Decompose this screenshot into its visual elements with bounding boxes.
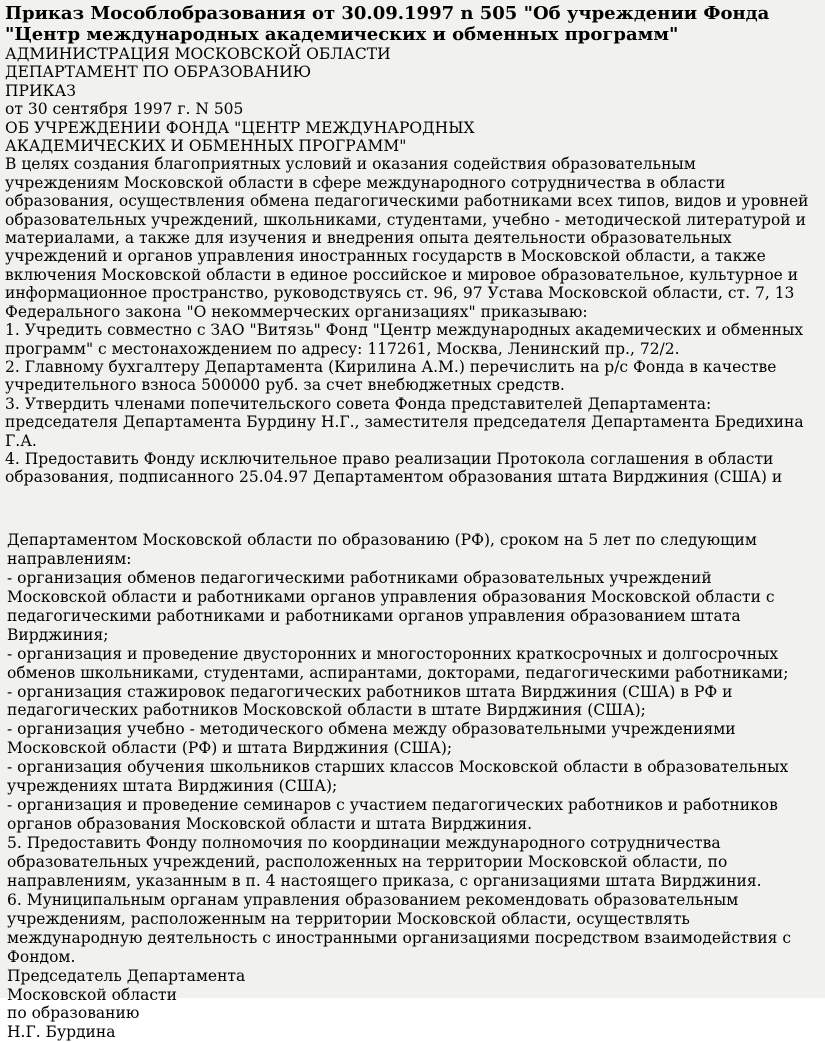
body-top-line: АДМИНИСТРАЦИЯ МОСКОВСКОЙ ОБЛАСТИ	[5, 45, 391, 63]
body-bottom-line: педагогических работников Московской области в штате Вирджиния (США);	[7, 701, 646, 720]
body-bottom-line: обменов школьниками, студентами, аспирантами, докторами, педагогическими работниками;	[7, 663, 789, 682]
body-bottom-line: международную деятельность с иностранными организациями посредством взаимодействия с	[7, 928, 792, 947]
body-bottom-line: направлениям, указанным в п. 4 настоящего приказа, с организациями штата Вирджиния.	[7, 871, 762, 890]
document-body-bottom	[7, 531, 825, 1042]
body-bottom-line: - организация и проведение семинаров с участием педагогических работников и работников	[7, 796, 778, 815]
body-bottom-line: Вирджиния;	[7, 625, 109, 644]
body-top-line: ДЕПАРТАМЕНТ ПО ОБРАЗОВАНИЮ	[5, 63, 312, 82]
title-line: "Центр международных академических и обменных программ"	[5, 24, 679, 45]
body-bottom-line: - организация стажировок педагогических работников штата Вирджиния (США) в РФ и	[7, 682, 733, 701]
body-top-line: от 30 сентября 1997 г. N 505	[5, 100, 244, 119]
body-bottom-line: Н.Г. Бурдина	[7, 1023, 116, 1042]
body-bottom-line: образовательных учреждений, расположенных на территории Московской области, по	[7, 852, 728, 871]
body-top-line: программ" с местонахождением по адресу: 117261, Москва, Ленинский пр., 72/2.	[5, 339, 680, 358]
body-bottom-line: учреждениях штата Вирджиния (США);	[7, 777, 338, 796]
body-top-line: 1. Учредить совместно с ЗАО "Витязь" Фонд "Центр международных академических и обменных	[5, 321, 804, 340]
body-top-line: Г.А.	[5, 431, 37, 450]
body-top-line: образования, осуществления обмена педагогическими работниками всех типов, видов и уровней	[5, 192, 809, 211]
body-bottom-line: - организация обучения школьников старших классов Московской области в образовательных	[7, 758, 789, 777]
body-top-line: ПРИКАЗ	[5, 81, 76, 100]
body-bottom-line: органов образования Московской области и штата Вирджиния.	[7, 815, 533, 834]
body-top-line: информационное пространство, руководствуясь ст. 96, 97 Устава Московской области, ст. 7, 13	[5, 284, 795, 303]
body-bottom-line: направлениям:	[7, 549, 132, 568]
body-bottom-line: педагогическими работниками и работниками органов управления образованием штата	[7, 606, 741, 625]
body-bottom-line: 5. Предоставить Фонду полномочия по координации международного сотрудничества	[7, 834, 721, 852]
body-top-line: образования, подписанного 25.04.97 Департаментом образования штата Вирджиния (США) и	[5, 468, 783, 487]
body-top-line: учреждений и органов управления иностранных государств в Московской области, а также	[5, 247, 766, 266]
body-top-line: 4. Предоставить Фонду исключительное право реализации Протокола соглашения в области	[5, 449, 774, 468]
body-bottom-line: учреждениям, расположенным на территории Московской области, осуществлять	[7, 909, 690, 928]
body-top-line: ОБ УЧРЕЖДЕНИИ ФОНДА "ЦЕНТР МЕЖДУНАРОДНЫХ	[5, 118, 475, 137]
body-bottom-line: Фондом.	[7, 947, 76, 966]
body-bottom-line: - организация обменов педагогическими работниками образовательных учреждений	[7, 568, 712, 587]
body-top-line: включения Московской области в единое российское и мировое образовательное, культурное и	[5, 265, 799, 284]
body-bottom-line: Департаментом Московской области по образованию (РФ), сроком на 5 лет по следующим	[7, 531, 757, 549]
body-bottom-line: - организация учебно - методического обмена между образовательными учреждениями	[7, 720, 736, 739]
body-top-line: председателя Департамента Бурдину Н.Г., заместителя председателя Департамента Бредихина	[5, 413, 804, 432]
body-bottom-line: 6. Муниципальным органам управления образованием рекомендовать образовательным	[7, 890, 739, 909]
body-bottom-line: Московской области и работниками органов управления образования Московской области с	[7, 587, 775, 606]
body-top-line: АКАДЕМИЧЕСКИХ И ОБМЕННЫХ ПРОГРАММ"	[5, 137, 407, 156]
body-bottom-line: по образованию	[7, 1004, 140, 1023]
body-top-line: учредительного взноса 500000 руб. за счет внебюджетных средств.	[5, 376, 565, 395]
document-title	[5, 3, 825, 45]
body-bottom-line: Председатель Департамента	[7, 966, 246, 985]
body-top-line: 3. Утвердить членами попечительского совета Фонда представителей Департамента:	[5, 394, 712, 413]
title-line: Приказ Мособлобразования от 30.09.1997 n 505 "Об учреждении Фонда	[5, 3, 770, 24]
body-bottom-line: Московской области (РФ) и штата Вирджиния (США);	[7, 739, 453, 758]
document-body-top	[5, 45, 825, 522]
body-bottom-line: - организация и проведение двусторонних и многосторонних краткосрочных и долгосрочных	[7, 644, 779, 663]
body-top-line: В целях создания благоприятных условий и оказания содействия образовательным	[5, 155, 696, 174]
body-top-line: Федерального закона "О некоммерческих организациях" приказываю:	[5, 302, 588, 321]
body-top-line: образовательных учреждений, школьниками, студентами, учебно - методической литературой и	[5, 210, 806, 229]
body-bottom-line: Московской области	[7, 985, 177, 1004]
body-top-line: материалами, а также для изучения и внедрения опыта деятельности образовательных	[5, 229, 732, 248]
body-top-line: учреждениям Московской области в сфере международного сотрудничества в области	[5, 173, 726, 192]
body-top-line: 2. Главному бухгалтеру Департамента (Кирилина А.М.) перечислить на р/с Фонда в качестве	[5, 357, 777, 376]
